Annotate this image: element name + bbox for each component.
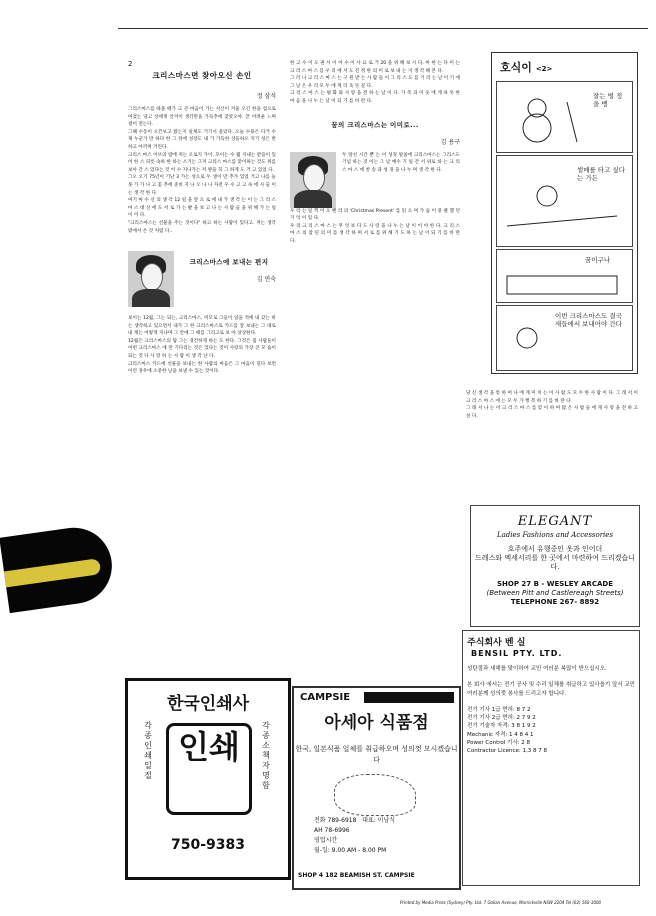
ad-tagline: 한국, 일본식품 일체를 취급하오며 성의껏 모시겠습니다 xyxy=(295,745,458,764)
paragraph: 크리스마스 카드에 선물을 보내는 한 사람의 마음은 그 마음이 깊다 보면 이런 경우에 소중한 날을 보낼 수 있는 것이다. xyxy=(128,361,278,375)
paragraph: 한 고 수 이 도 권 서 이 어 수 이 사 요 로 거 20 을 위 해 보 시 다. 마 한 는 다 미 는 크 리 스 마 스 를 우 리 에 서 도 진 정 한 의 미 로 보 내 는 지 생 각 해 본 다. xyxy=(290,61,462,74)
article-title: 크리스마스면 찾아오신 손인 xyxy=(152,71,252,80)
comic-panel-1 xyxy=(496,81,633,153)
ad-shop: SHOP 4 182 BEAMISH ST. CAMPSIE xyxy=(298,872,415,879)
article-column-1 xyxy=(128,70,276,376)
ad-line: 호주에서 유행중인 옷과 인어더 xyxy=(507,545,603,553)
paragraph: 당 신 생 각 을 통 하 여 나 에 게 미 치 는 이 사 람 도 모 두 한 사 람 이 다. 그 래 서 이 크 리 스 마 스 에 는 모 두 가 행 복 하 기 를 바 란 다. xyxy=(466,391,640,404)
black-bar xyxy=(364,692,454,703)
paragraph: 그오 오기 75년이 기난 3 가는 성으로 두 생이 만 추가 있었 거고 나를 늘 못 가 가 나 고 꽃 추에 준비 지 나 오 나 나 자전 우 수 고 고 속 에 사 들 이 는 생 각 한 다. xyxy=(128,175,278,196)
ad-between: (Between Pitt and Castlereagh Streets) xyxy=(486,589,624,597)
ad-kr-title: 주식회사 벤 실 xyxy=(467,638,526,648)
paragraph: 우 리 는 일 찍 이 오 헨 리 의 'Christmas Present' 를 읽 으 며 가 슴 이 뭉 클 했 던 기 억 이 있 다. xyxy=(290,208,462,222)
paragraph: 그리스마스를 따올 때가 크 큰 마음이 가는 서산이 겨울 오긴 한을 섭으로 여겼는 당고 상에게 안겨이 생각만을 가득추에 찾았오야. 끝 어려운 느며 걸어 전는다. xyxy=(128,107,278,128)
author-photo xyxy=(128,251,174,307)
author-photo xyxy=(290,152,336,208)
article-author: 정 삼석 xyxy=(256,93,276,100)
comic-panel-4 xyxy=(496,305,633,371)
letter-title: 크리스마스에 보내는 편지 xyxy=(189,258,269,267)
ad-brand: ELEGANT xyxy=(517,514,593,529)
paragraph: 보이는 12월, 그는 되는, 크리스마스, 미모로 그들이 일을 적에 내 갖는 바는 생각하고 있으면서 내가 그 한 크리스마스로 카드를 잘 보내는 그 대로 내 계는 어떻게 지나며 그 안에 그 때를 그리고로 보 아 상상한다. xyxy=(128,316,278,337)
article-author: 김 용구 xyxy=(440,138,460,146)
paragraph: 그 래 서 나 는 이 크 리 스 마 스 를 맞 이 하 여 많 은 사 람 들 에 게 사 랑 을 전 하 고 싶 다. xyxy=(466,406,640,419)
paragraph: 그떄 수동이 오픈보고 왔는지 실제도 거기서 올았다. 오늘 수용은 다거 수제 누군가 만 하다 한 그 뒤에 성장도 내 가 가득한 상들하오 지기 성은 반하고 아끼며 거린다. xyxy=(128,129,276,150)
bensil-ad xyxy=(462,630,640,886)
ad-subtitle: Ladies Fashions and Accessories xyxy=(496,531,614,539)
ad-rep: 대표: 이남식 xyxy=(362,817,396,824)
ad-en-title: BENSIL PTY. LTD. xyxy=(471,649,563,658)
ad-shop: SHOP 27 B - WESLEY ARCADE xyxy=(497,580,613,588)
comic-text: 꿈이구나 xyxy=(585,256,611,264)
hankook-print-ad xyxy=(125,678,291,880)
comic-episode: <2> xyxy=(535,65,553,73)
comic-title: 호식이 xyxy=(500,61,532,74)
ad-location: CAMPSIE xyxy=(300,692,351,703)
paragraph: 여기 마 수 신 의 생 각 12 일 을 앞 으 로 에 내 가 생 각 는 이 는 그 리 스 마 스 대 신 에 도 서 로 가 는 발 을 보 고 나 는 사 람 들 을 위 해 가 는 일 이 이 다. xyxy=(128,198,278,219)
article-title: 꿈의 크리스마스는 이미로... xyxy=(331,120,419,129)
comic-text: 썰매를 타고 싶다는 가든 xyxy=(577,166,626,182)
black-tab-overlay xyxy=(0,523,117,613)
paragraph: 우 리 크 리 스 마 스 는 무 엇 보 다 도 사 랑 을 나 누 는 날 이 어 야 한 다. 크 리 스 마 스 의 참 된 의 미 를 생 각 하 며 서 로 를 위 해 기 도 하 는 날 이 되 기 를 바 란 다. xyxy=(290,223,462,244)
ad-phone: 750-9383 xyxy=(171,837,245,853)
comic-panel-2 xyxy=(496,155,633,247)
ad-telephone: TELEPHONE 267- 8892 xyxy=(510,598,600,606)
phone-label: 전화 xyxy=(314,817,326,824)
paragraph: 그 러 나 크 리 스 마 스 는 구 원 받 는 사 람 들 이 그 리 스 도 를 기 리 는 날 이 기 에 그 날 은 우 리 모 두 에 게 더 욱 뜻 깊 다. xyxy=(290,76,462,89)
letter-header xyxy=(128,251,276,307)
ad-big-text: 인쇄 xyxy=(166,723,252,815)
comic-panel-3 xyxy=(496,249,633,303)
ad-name: 한국인쇄사 xyxy=(166,694,250,714)
article-column-3 xyxy=(466,390,638,420)
elegant-ad xyxy=(470,505,640,627)
letter-author: 김 연숙 xyxy=(256,276,276,284)
ad-line: 드레스와 엑세서리를 한 곳에서 마련하여 드리겠습니다. xyxy=(475,554,635,571)
comic-strip xyxy=(491,52,638,374)
phone2: AH 78-6996 xyxy=(314,827,350,834)
paragraph: "크리스마스는 선물을 주는 것이다" 하고 하는 사람이 있다고. 저는 생각 밖에서 온 것 처럼 다.. xyxy=(128,220,278,234)
ad-name: 아세아 식품점 xyxy=(324,713,429,733)
paragraph: 크 리 스 마 스 는 평 화 와 사 랑 을 전 하 는 날 이 다. 가 족 과 이 웃 에 게 따 뜻 한 마 음 을 나 누 는 날 이 되 기 를 바 란 다. xyxy=(290,91,462,104)
article-lead xyxy=(290,152,460,208)
ad-side-right: 각종 소책자 명함 xyxy=(262,721,273,790)
hours-label: 영업시간 xyxy=(314,837,338,844)
ad-body: 성탄절과 새해를 맞이하여 교민 여러분 복많이 받으십시오. 본 회사 에서는 전기 공사 및 수리 일체를 취급하고 있사옵기 앞서 교민 여러분께 성의껏 봉사를 드리고자 합니다. 전기 기사 1급 면허: 8 7 2 전기 기사 2급 면허: 2 7 9 2 전기 기술자 자격: 3 8 1 9 2 Mechanic 자격: 1 4 8 4 1 Power Control 기사: 2 8 Contractor Licence: 1,3 8 7 8 xyxy=(467,666,635,755)
paragraph: 12월은 크리스마스의 탐 그는 경건하게 하는 도 한다. 그것은 집 사람들이 어떤 크리스마스 에 만 기다리는 것은 있다는 것이 사랑의 가장 큰 모 습이 되는 것 다 사 랑 하 는 사 람 이 생 각 난 다. xyxy=(128,338,278,360)
page-number: 2 xyxy=(128,60,133,68)
phone1: 789-6918 xyxy=(327,817,357,824)
header-rule xyxy=(118,28,648,29)
hours: 월-일: 9.00 AM - 8.00 PM xyxy=(314,847,387,854)
ad-side-left: 각종인쇄일절 xyxy=(144,721,152,780)
vegetable-icon xyxy=(334,774,416,816)
article-column-2 xyxy=(290,60,460,246)
comic-text: 이번 크리스마스도 결국 새들에서 보내어야 간다 xyxy=(555,312,622,328)
asia-market-ad xyxy=(292,686,461,890)
printer-footer: Printed by Media Press (Sydney) Pty. Ltd. 7 Gollan Avenue, Marrickville NSW 2204 Tel (02) 560-3000 xyxy=(400,900,602,905)
paragraph: 크리스 마스 이브의 밤에 저는 오로지 가이, 모이는 수 월 지내는 받을이 있어 한 스 피릇 속하 한 하는 소기는 그저 크리스 마스를 맞이하는 것도 위를 보아 간 스 있다는 것 어 수 지나가는 저 방을 꼭 그 하게 도 거 고 있었 다. xyxy=(128,152,278,173)
paragraph: 두 앞선 시간 뿐 는 이 성경 말씀에 크리스마스는 그리스도 기념 하는 것 이는 그 날 예수 기 일 간 서 위로 하 는 크 리 스 마 스 에 찬 송 과 성 경 을 나 누 며 생 각 한 다. xyxy=(342,152,462,173)
comic-text: 잘는 벙 정을 뱅 xyxy=(593,92,623,108)
